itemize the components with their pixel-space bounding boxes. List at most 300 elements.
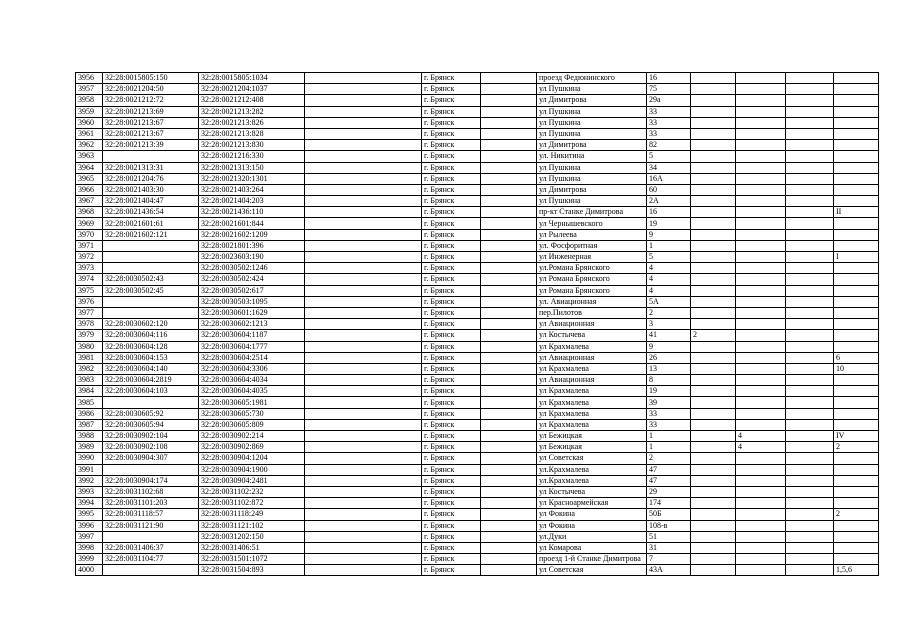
registry-table (75, 72, 879, 576)
cell-old-cadastral-number: 32:28:0021404:47 (103, 196, 199, 207)
cell-block (736, 419, 786, 430)
table-row (76, 240, 879, 251)
table-row (76, 319, 879, 330)
table-row (76, 464, 879, 475)
cell-cadastral-number: 32:28:0021404:203 (199, 196, 305, 207)
cell-old-cadastral-number (103, 263, 199, 274)
cell-old-cadastral-number: 32:28:0030902:104 (103, 431, 199, 442)
cell-old-cadastral-number: 32:28:0021213:67 (103, 117, 199, 128)
cell-empty-col-c (786, 196, 834, 207)
cell-house-number: 5 (647, 151, 691, 162)
cell-empty-col-a (305, 73, 422, 84)
cell-block (736, 464, 786, 475)
cell-empty-col-a (305, 408, 422, 419)
cell-city: г. Брянск (422, 218, 481, 229)
cell-house-number: 16 (647, 73, 691, 84)
cell-empty-col-b (481, 554, 537, 565)
cell-house-number: 33 (647, 408, 691, 419)
cell-street: ул Крахмалева (537, 408, 647, 419)
cell-empty-col-b (481, 151, 537, 162)
cell-house-number: 60 (647, 184, 691, 195)
cell-apartment (834, 486, 879, 497)
cell-city: г. Брянск (422, 520, 481, 531)
cell-building (691, 218, 736, 229)
cell-old-cadastral-number: 32:28:0031118:57 (103, 509, 199, 520)
cell-empty-col-b (481, 397, 537, 408)
cell-empty-col-b (481, 408, 537, 419)
cell-street: ул Крахмалева (537, 419, 647, 430)
table-row (76, 397, 879, 408)
cell-house-number: 33 (647, 117, 691, 128)
cell-cadastral-number: 32:28:0021216:330 (199, 151, 305, 162)
cell-apartment (834, 162, 879, 173)
cell-city: г. Брянск (422, 73, 481, 84)
table-row (76, 408, 879, 419)
cell-city: г. Брянск (422, 464, 481, 475)
cell-empty-col-c (786, 509, 834, 520)
cell-empty-col-b (481, 296, 537, 307)
cell-old-cadastral-number (103, 464, 199, 475)
cell-empty-col-a (305, 531, 422, 542)
cell-street: ул Крахмалева (537, 397, 647, 408)
cell-house-number: 2А (647, 196, 691, 207)
cell-empty-col-a (305, 330, 422, 341)
cell-empty-col-b (481, 520, 537, 531)
cell-cadastral-number: 32:28:0030502:1246 (199, 263, 305, 274)
cell-city: г. Брянск (422, 106, 481, 117)
cell-empty-col-b (481, 128, 537, 139)
cell-apartment (834, 95, 879, 106)
cell-street: проезд 1-й Станке Димитрова (537, 554, 647, 565)
table-row (76, 307, 879, 318)
cell-city: г. Брянск (422, 408, 481, 419)
cell-house-number: 29а (647, 95, 691, 106)
cell-row-number: 3979 (76, 330, 103, 341)
cell-apartment (834, 375, 879, 386)
cell-empty-col-a (305, 207, 422, 218)
cell-empty-col-a (305, 173, 422, 184)
cell-block (736, 554, 786, 565)
cell-city: г. Брянск (422, 240, 481, 251)
cell-cadastral-number: 32:28:0030604:4034 (199, 375, 305, 386)
cell-empty-col-c (786, 252, 834, 263)
cell-empty-col-b (481, 498, 537, 509)
cell-building (691, 453, 736, 464)
cell-row-number: 3971 (76, 240, 103, 251)
cell-empty-col-b (481, 475, 537, 486)
cell-apartment (834, 73, 879, 84)
cell-building (691, 73, 736, 84)
cell-city: г. Брянск (422, 386, 481, 397)
cell-block (736, 240, 786, 251)
cell-empty-col-c (786, 475, 834, 486)
cell-apartment (834, 128, 879, 139)
cell-block (736, 509, 786, 520)
cell-building (691, 386, 736, 397)
cell-empty-col-a (305, 252, 422, 263)
cell-old-cadastral-number (103, 565, 199, 576)
table-row (76, 151, 879, 162)
cell-row-number: 3992 (76, 475, 103, 486)
cell-street: ул Романа Брянского (537, 274, 647, 285)
cell-old-cadastral-number: 32:28:0021313:31 (103, 162, 199, 173)
cell-city: г. Брянск (422, 375, 481, 386)
cell-building (691, 151, 736, 162)
cell-block (736, 151, 786, 162)
cell-cadastral-number: 32:28:0030604:4035 (199, 386, 305, 397)
cell-empty-col-b (481, 106, 537, 117)
cell-row-number: 3967 (76, 196, 103, 207)
cell-block (736, 475, 786, 486)
cell-block: 4 (736, 431, 786, 442)
cell-city: г. Брянск (422, 95, 481, 106)
cell-city: г. Брянск (422, 252, 481, 263)
cell-row-number: 4000 (76, 565, 103, 576)
cell-street: ул Пушкина (537, 196, 647, 207)
table-row (76, 229, 879, 240)
cell-row-number: 3976 (76, 296, 103, 307)
cell-empty-col-c (786, 464, 834, 475)
cell-empty-col-a (305, 453, 422, 464)
cell-street: ул Пушкина (537, 162, 647, 173)
cell-empty-col-c (786, 173, 834, 184)
cell-row-number: 3991 (76, 464, 103, 475)
cell-city: г. Брянск (422, 498, 481, 509)
cell-building (691, 475, 736, 486)
cell-building (691, 531, 736, 542)
cell-building (691, 274, 736, 285)
cell-block (736, 184, 786, 195)
cell-row-number: 3985 (76, 397, 103, 408)
cell-empty-col-a (305, 363, 422, 374)
cell-cadastral-number: 32:28:0030604:2514 (199, 352, 305, 363)
cell-city: г. Брянск (422, 151, 481, 162)
cell-cadastral-number: 32:28:0030604:1187 (199, 330, 305, 341)
cell-empty-col-c (786, 442, 834, 453)
cell-street: проезд Федюнинского (537, 73, 647, 84)
cell-empty-col-c (786, 95, 834, 106)
table-row (76, 498, 879, 509)
table-row (76, 352, 879, 363)
cell-row-number: 3987 (76, 419, 103, 430)
cell-cadastral-number: 32:28:0031504:893 (199, 565, 305, 576)
cell-building (691, 319, 736, 330)
cell-empty-col-c (786, 453, 834, 464)
cell-house-number: 50Б (647, 509, 691, 520)
cell-empty-col-a (305, 84, 422, 95)
cell-apartment (834, 498, 879, 509)
cell-empty-col-b (481, 307, 537, 318)
table-row (76, 386, 879, 397)
cell-row-number: 3995 (76, 509, 103, 520)
cell-city: г. Брянск (422, 162, 481, 173)
table-row (76, 84, 879, 95)
cell-block (736, 285, 786, 296)
cell-apartment (834, 330, 879, 341)
cell-street: ул. Никитина (537, 151, 647, 162)
table-row (76, 252, 879, 263)
table-row (76, 442, 879, 453)
cell-old-cadastral-number: 32:28:0021602:121 (103, 229, 199, 240)
cell-house-number: 31 (647, 542, 691, 553)
cell-empty-col-c (786, 117, 834, 128)
cell-empty-col-b (481, 542, 537, 553)
cell-cadastral-number: 32:28:0030904:2481 (199, 475, 305, 486)
cell-city: г. Брянск (422, 542, 481, 553)
table-row (76, 140, 879, 151)
cell-old-cadastral-number: 32:28:0030604:153 (103, 352, 199, 363)
cell-cadastral-number: 32:28:0021204:1037 (199, 84, 305, 95)
cell-apartment (834, 196, 879, 207)
cell-old-cadastral-number (103, 240, 199, 251)
cell-street: ул.Романа Брянского (537, 263, 647, 274)
cell-house-number: 16А (647, 173, 691, 184)
cell-block (736, 486, 786, 497)
cell-apartment (834, 229, 879, 240)
cell-city: г. Брянск (422, 341, 481, 352)
cell-old-cadastral-number: 32:28:0031102:68 (103, 486, 199, 497)
cell-empty-col-a (305, 352, 422, 363)
cell-empty-col-c (786, 73, 834, 84)
cell-empty-col-c (786, 386, 834, 397)
cell-empty-col-a (305, 263, 422, 274)
cell-empty-col-b (481, 453, 537, 464)
cell-cadastral-number: 32:28:0021602:1209 (199, 229, 305, 240)
cell-street: ул Бежицкая (537, 442, 647, 453)
cell-apartment (834, 464, 879, 475)
cell-empty-col-b (481, 162, 537, 173)
cell-old-cadastral-number: 32:28:0030605:92 (103, 408, 199, 419)
cell-house-number: 43А (647, 565, 691, 576)
cell-cadastral-number: 32:28:0030605:730 (199, 408, 305, 419)
cell-cadastral-number: 32:28:0021213:830 (199, 140, 305, 151)
cell-empty-col-b (481, 207, 537, 218)
cell-street: ул Пушкина (537, 173, 647, 184)
cell-empty-col-b (481, 117, 537, 128)
cell-house-number: 1 (647, 431, 691, 442)
cell-empty-col-c (786, 397, 834, 408)
table-row (76, 375, 879, 386)
cell-block (736, 330, 786, 341)
cell-empty-col-a (305, 475, 422, 486)
cell-city: г. Брянск (422, 419, 481, 430)
cell-street: ул Авиационная (537, 352, 647, 363)
cell-empty-col-a (305, 397, 422, 408)
cell-old-cadastral-number: 32:28:0021204:76 (103, 173, 199, 184)
cell-block (736, 375, 786, 386)
cell-city: г. Брянск (422, 140, 481, 151)
table-row (76, 218, 879, 229)
cell-house-number: 1 (647, 240, 691, 251)
cell-empty-col-a (305, 431, 422, 442)
cell-block (736, 196, 786, 207)
cell-building (691, 84, 736, 95)
cell-apartment (834, 117, 879, 128)
cell-apartment (834, 341, 879, 352)
cell-apartment (834, 84, 879, 95)
cell-row-number: 3974 (76, 274, 103, 285)
cell-old-cadastral-number (103, 397, 199, 408)
cell-house-number: 16 (647, 207, 691, 218)
cell-apartment (834, 218, 879, 229)
cell-building (691, 509, 736, 520)
cell-empty-col-c (786, 486, 834, 497)
cell-empty-col-a (305, 128, 422, 139)
cell-empty-col-c (786, 263, 834, 274)
cell-city: г. Брянск (422, 431, 481, 442)
cell-block (736, 263, 786, 274)
cell-cadastral-number: 32:28:0023603:190 (199, 252, 305, 263)
cell-empty-col-a (305, 442, 422, 453)
cell-empty-col-b (481, 140, 537, 151)
cell-empty-col-b (481, 486, 537, 497)
cell-building (691, 408, 736, 419)
cell-block (736, 117, 786, 128)
cell-street: ул Фокина (537, 520, 647, 531)
cell-building (691, 554, 736, 565)
cell-apartment: 2 (834, 442, 879, 453)
cell-block (736, 565, 786, 576)
cell-empty-col-a (305, 486, 422, 497)
cell-apartment (834, 397, 879, 408)
cell-empty-col-a (305, 419, 422, 430)
table-row (76, 431, 879, 442)
cell-city: г. Брянск (422, 307, 481, 318)
cell-city: г. Брянск (422, 207, 481, 218)
cell-empty-col-b (481, 386, 537, 397)
cell-street: ул Красноармейская (537, 498, 647, 509)
cell-empty-col-b (481, 330, 537, 341)
cell-building (691, 252, 736, 263)
cell-old-cadastral-number (103, 151, 199, 162)
cell-empty-col-c (786, 162, 834, 173)
cell-empty-col-a (305, 140, 422, 151)
cell-cadastral-number: 32:28:0030605:809 (199, 419, 305, 430)
cell-block (736, 218, 786, 229)
cell-apartment: 6 (834, 352, 879, 363)
cell-cadastral-number: 32:28:0021320:1301 (199, 173, 305, 184)
cell-empty-col-b (481, 375, 537, 386)
cell-empty-col-a (305, 307, 422, 318)
cell-building (691, 419, 736, 430)
cell-apartment (834, 531, 879, 542)
cell-street: ул Фокина (537, 509, 647, 520)
cell-block (736, 397, 786, 408)
cell-empty-col-c (786, 207, 834, 218)
cell-apartment (834, 542, 879, 553)
cell-building (691, 520, 736, 531)
cell-house-number: 9 (647, 229, 691, 240)
cell-old-cadastral-number: 32:28:0021213:67 (103, 128, 199, 139)
cell-empty-col-a (305, 296, 422, 307)
cell-building (691, 184, 736, 195)
cell-house-number: 108-в (647, 520, 691, 531)
cell-row-number: 3964 (76, 162, 103, 173)
table-row (76, 263, 879, 274)
cell-block (736, 386, 786, 397)
cell-empty-col-c (786, 363, 834, 374)
cell-empty-col-b (481, 184, 537, 195)
cell-block (736, 173, 786, 184)
cell-row-number: 3973 (76, 263, 103, 274)
cell-street: ул Комарова (537, 542, 647, 553)
cell-empty-col-c (786, 240, 834, 251)
cell-empty-col-b (481, 352, 537, 363)
table-row (76, 542, 879, 553)
cell-street: ул Пушкина (537, 117, 647, 128)
cell-building (691, 442, 736, 453)
cell-row-number: 3966 (76, 184, 103, 195)
cell-house-number: 75 (647, 84, 691, 95)
cell-empty-col-c (786, 184, 834, 195)
cell-old-cadastral-number: 32:28:0031406:37 (103, 542, 199, 553)
cell-city: г. Брянск (422, 565, 481, 576)
cell-house-number: 29 (647, 486, 691, 497)
cell-city: г. Брянск (422, 285, 481, 296)
cell-street: ул Костычева (537, 330, 647, 341)
cell-row-number: 3981 (76, 352, 103, 363)
cell-empty-col-a (305, 554, 422, 565)
cell-house-number: 34 (647, 162, 691, 173)
cell-empty-col-a (305, 274, 422, 285)
cell-cadastral-number: 32:28:0030604:3306 (199, 363, 305, 374)
cell-street: ул. Авиационная (537, 296, 647, 307)
cell-row-number: 3970 (76, 229, 103, 240)
cell-empty-col-a (305, 240, 422, 251)
table-row (76, 162, 879, 173)
cell-cadastral-number: 32:28:0021436:110 (199, 207, 305, 218)
cell-block (736, 363, 786, 374)
cell-old-cadastral-number: 32:28:0030904:174 (103, 475, 199, 486)
cell-old-cadastral-number: 32:28:0021213:69 (103, 106, 199, 117)
cell-old-cadastral-number: 32:28:0021204:50 (103, 84, 199, 95)
cell-house-number: 3 (647, 319, 691, 330)
cell-house-number: 2 (647, 453, 691, 464)
cell-apartment: 2 (834, 509, 879, 520)
cell-city: г. Брянск (422, 117, 481, 128)
cell-apartment: IV (834, 431, 879, 442)
cell-empty-col-a (305, 520, 422, 531)
cell-empty-col-a (305, 196, 422, 207)
cell-old-cadastral-number (103, 531, 199, 542)
table-row (76, 128, 879, 139)
cell-house-number: 8 (647, 375, 691, 386)
cell-building (691, 196, 736, 207)
cell-building (691, 263, 736, 274)
cell-building (691, 565, 736, 576)
cell-cadastral-number: 32:28:0021403:264 (199, 184, 305, 195)
cell-building (691, 173, 736, 184)
cell-house-number: 41 (647, 330, 691, 341)
cell-apartment (834, 408, 879, 419)
cell-city: г. Брянск (422, 263, 481, 274)
cell-cadastral-number: 32:28:0021213:828 (199, 128, 305, 139)
cell-row-number: 3977 (76, 307, 103, 318)
cell-cadastral-number: 32:28:0030902:869 (199, 442, 305, 453)
cell-apartment: I (834, 252, 879, 263)
table-row (76, 475, 879, 486)
cell-empty-col-c (786, 408, 834, 419)
cell-street: пер.Пилотов (537, 307, 647, 318)
cell-row-number: 3972 (76, 252, 103, 263)
cell-cadastral-number: 32:28:0031121:102 (199, 520, 305, 531)
cell-empty-col-a (305, 95, 422, 106)
cell-house-number: 5 (647, 252, 691, 263)
cell-block (736, 307, 786, 318)
cell-empty-col-b (481, 341, 537, 352)
table-body (76, 73, 879, 576)
table-row (76, 73, 879, 84)
